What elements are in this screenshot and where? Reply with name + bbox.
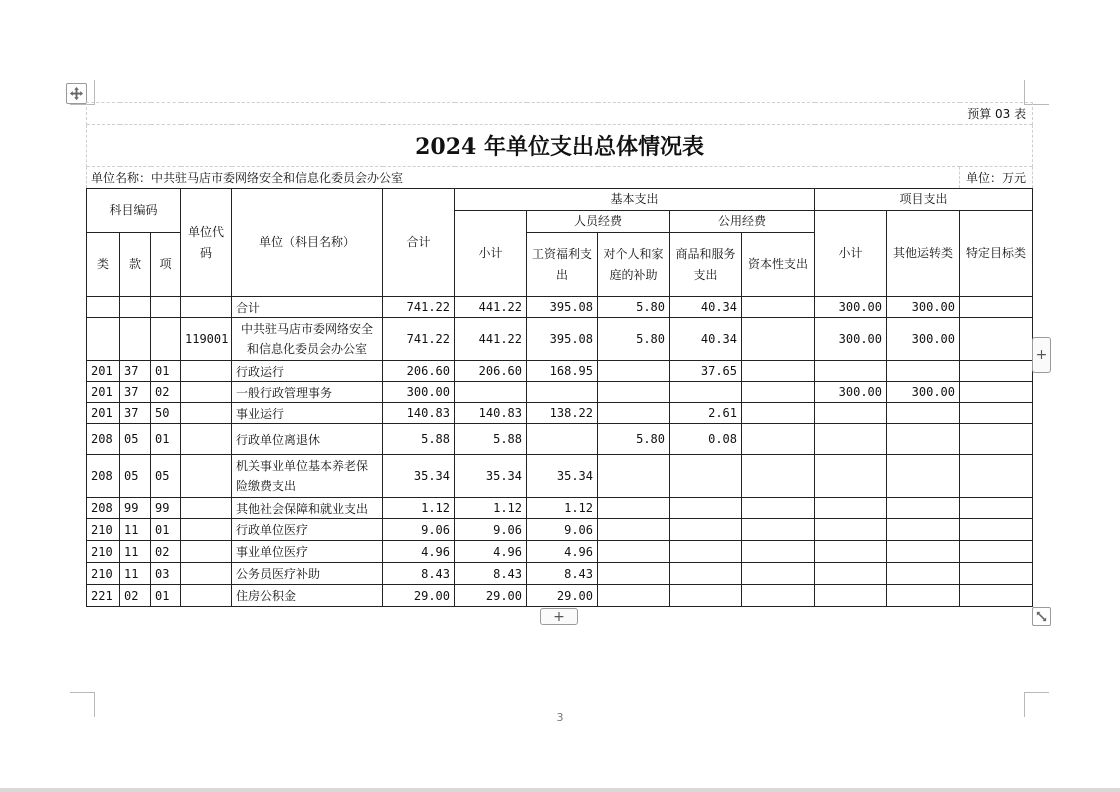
cell-specific[interactable] <box>960 382 1033 403</box>
cell-lei[interactable] <box>87 297 120 318</box>
cell-unit-code[interactable] <box>181 563 232 585</box>
cell-total[interactable]: 741.22 <box>383 318 455 361</box>
cell-xiang[interactable]: 01 <box>151 361 181 382</box>
header-goods-services: 商品和服务支出 <box>670 233 742 297</box>
add-row-button[interactable]: + <box>540 608 578 625</box>
cell-lei[interactable]: 210 <box>87 541 120 563</box>
cell-goods[interactable] <box>670 585 742 607</box>
cell-other[interactable] <box>887 403 960 424</box>
cell-kuan[interactable]: 37 <box>120 361 151 382</box>
header-basic-subtotal: 小计 <box>455 211 527 297</box>
cell-total[interactable]: 4.96 <box>383 541 455 563</box>
cell-xiang[interactable] <box>151 297 181 318</box>
cell-unit-code[interactable] <box>181 361 232 382</box>
cell-kuan[interactable]: 05 <box>120 455 151 498</box>
header-basic-expense: 基本支出 <box>455 189 815 211</box>
cell-specific[interactable] <box>960 498 1033 519</box>
cell-wages[interactable]: 395.08 <box>527 318 598 361</box>
cell-capital[interactable] <box>742 424 815 455</box>
header-public: 公用经费 <box>670 211 815 233</box>
cell-kuan[interactable]: 37 <box>120 382 151 403</box>
cell-unit-code[interactable] <box>181 519 232 541</box>
cell-xiang[interactable]: 05 <box>151 455 181 498</box>
cell-wages[interactable]: 29.00 <box>527 585 598 607</box>
cell-family[interactable] <box>598 563 670 585</box>
cell-kuan[interactable]: 37 <box>120 403 151 424</box>
cell-family[interactable] <box>598 361 670 382</box>
cell-kuan[interactable]: 11 <box>120 541 151 563</box>
header-specific-target: 特定目标类 <box>960 211 1033 297</box>
cell-name[interactable]: 机关事业单位基本养老保险缴费支出 <box>232 455 383 498</box>
cell-proj-subtotal[interactable] <box>815 519 887 541</box>
cell-other[interactable] <box>887 424 960 455</box>
cell-goods[interactable] <box>670 498 742 519</box>
cell-xiang[interactable]: 01 <box>151 519 181 541</box>
unit-label: 单位：万元 <box>960 167 1033 189</box>
header-project-expense: 项目支出 <box>815 189 1033 211</box>
cell-name[interactable]: 中共驻马店市委网络安全和信息化委员会办公室 <box>232 318 383 361</box>
cell-name[interactable]: 行政单位医疗 <box>232 519 383 541</box>
cell-total[interactable]: 741.22 <box>383 297 455 318</box>
cell-wages[interactable] <box>527 382 598 403</box>
cell-proj-subtotal[interactable] <box>815 455 887 498</box>
header-total: 合计 <box>383 189 455 297</box>
cell-family[interactable]: 5.80 <box>598 424 670 455</box>
cell-kuan[interactable]: 99 <box>120 498 151 519</box>
cell-goods[interactable]: 2.61 <box>670 403 742 424</box>
cell-capital[interactable] <box>742 498 815 519</box>
cell-other[interactable] <box>887 519 960 541</box>
cell-other[interactable] <box>887 455 960 498</box>
cell-other[interactable] <box>887 361 960 382</box>
cell-total[interactable]: 29.00 <box>383 585 455 607</box>
cell-specific[interactable] <box>960 361 1033 382</box>
budget-table <box>86 102 1033 607</box>
header-unit-code: 单位代码 <box>181 189 232 297</box>
cell-capital[interactable] <box>742 382 815 403</box>
cell-family[interactable] <box>598 541 670 563</box>
cell-other[interactable]: 300.00 <box>887 297 960 318</box>
cell-total[interactable]: 300.00 <box>383 382 455 403</box>
table-row <box>87 519 1033 541</box>
cell-goods[interactable]: 0.08 <box>670 424 742 455</box>
cell-wages[interactable]: 168.95 <box>527 361 598 382</box>
cell-specific[interactable] <box>960 563 1033 585</box>
cell-family[interactable] <box>598 455 670 498</box>
cell-capital[interactable] <box>742 541 815 563</box>
cell-goods[interactable]: 40.34 <box>670 318 742 361</box>
title-row <box>87 125 1033 167</box>
cell-goods[interactable]: 40.34 <box>670 297 742 318</box>
cell-lei[interactable]: 208 <box>87 424 120 455</box>
table-row <box>87 585 1033 607</box>
cell-name[interactable]: 住房公积金 <box>232 585 383 607</box>
cell-kuan[interactable] <box>120 318 151 361</box>
cell-wages[interactable]: 9.06 <box>527 519 598 541</box>
cell-other[interactable]: 300.00 <box>887 318 960 361</box>
cell-lei[interactable]: 208 <box>87 455 120 498</box>
cell-lei[interactable]: 221 <box>87 585 120 607</box>
cell-name[interactable]: 公务员医疗补助 <box>232 563 383 585</box>
cell-kuan[interactable]: 02 <box>120 585 151 607</box>
cell-kuan[interactable]: 05 <box>120 424 151 455</box>
cell-subtotal[interactable]: 1.12 <box>455 498 527 519</box>
cell-specific[interactable] <box>960 424 1033 455</box>
cell-unit-code[interactable] <box>181 585 232 607</box>
add-column-button[interactable]: + <box>1032 337 1051 373</box>
cell-specific[interactable] <box>960 519 1033 541</box>
header-subject-code: 科目编码 <box>87 189 181 233</box>
cell-proj-subtotal[interactable] <box>815 541 887 563</box>
table-row <box>87 297 1033 318</box>
cell-xiang[interactable]: 02 <box>151 541 181 563</box>
table-row <box>87 455 1033 498</box>
cell-specific[interactable] <box>960 541 1033 563</box>
cell-total[interactable]: 140.83 <box>383 403 455 424</box>
cell-goods[interactable] <box>670 563 742 585</box>
cell-other[interactable] <box>887 498 960 519</box>
page-number: 3 <box>556 711 564 724</box>
cell-other[interactable]: 300.00 <box>887 382 960 403</box>
cell-family[interactable] <box>598 403 670 424</box>
cell-total[interactable]: 35.34 <box>383 455 455 498</box>
cell-family[interactable] <box>598 519 670 541</box>
unit-name-text: 单位名称：中共驻马店市委网络安全和信息化委员会办公室 <box>87 167 960 189</box>
cell-family[interactable] <box>598 498 670 519</box>
cell-xiang[interactable]: 03 <box>151 563 181 585</box>
cell-wages[interactable]: 1.12 <box>527 498 598 519</box>
cell-subtotal[interactable]: 206.60 <box>455 361 527 382</box>
cell-lei[interactable]: 201 <box>87 361 120 382</box>
cell-unit-code[interactable]: 119001 <box>181 318 232 361</box>
cell-capital[interactable] <box>742 361 815 382</box>
cell-subtotal[interactable]: 441.22 <box>455 318 527 361</box>
header-lei: 类 <box>87 233 120 297</box>
cell-name[interactable]: 一般行政管理事务 <box>232 382 383 403</box>
table-row <box>87 563 1033 585</box>
move-icon <box>69 86 84 101</box>
cell-lei[interactable]: 210 <box>87 563 120 585</box>
cell-other[interactable] <box>887 563 960 585</box>
cell-other[interactable] <box>887 585 960 607</box>
cell-proj-subtotal[interactable]: 300.00 <box>815 318 887 361</box>
cell-unit-code[interactable] <box>181 382 232 403</box>
table-move-handle[interactable] <box>66 83 87 104</box>
cell-name[interactable]: 行政单位离退休 <box>232 424 383 455</box>
cell-proj-subtotal[interactable]: 300.00 <box>815 297 887 318</box>
cell-subtotal[interactable]: 4.96 <box>455 541 527 563</box>
cell-family[interactable]: 5.80 <box>598 318 670 361</box>
table-row <box>87 541 1033 563</box>
cell-proj-subtotal[interactable] <box>815 498 887 519</box>
cell-wages[interactable]: 8.43 <box>527 563 598 585</box>
cell-name[interactable]: 行政运行 <box>232 361 383 382</box>
cell-wages[interactable]: 4.96 <box>527 541 598 563</box>
cell-subtotal[interactable]: 441.22 <box>455 297 527 318</box>
cell-unit-code[interactable] <box>181 403 232 424</box>
cell-capital[interactable] <box>742 297 815 318</box>
cell-capital[interactable] <box>742 519 815 541</box>
cell-proj-subtotal[interactable]: 300.00 <box>815 382 887 403</box>
cell-total[interactable]: 206.60 <box>383 361 455 382</box>
cell-specific[interactable] <box>960 455 1033 498</box>
cell-goods[interactable] <box>670 519 742 541</box>
cell-wages[interactable]: 138.22 <box>527 403 598 424</box>
cell-specific[interactable] <box>960 297 1033 318</box>
cell-subtotal[interactable]: 5.88 <box>455 424 527 455</box>
cell-capital[interactable] <box>742 403 815 424</box>
cell-lei[interactable]: 201 <box>87 382 120 403</box>
header-kuan: 款 <box>120 233 151 297</box>
cell-goods[interactable] <box>670 455 742 498</box>
cell-name[interactable]: 合计 <box>232 297 383 318</box>
cell-specific[interactable] <box>960 585 1033 607</box>
cell-total[interactable]: 5.88 <box>383 424 455 455</box>
header-row-1 <box>87 189 1033 211</box>
cell-xiang[interactable]: 02 <box>151 382 181 403</box>
cell-subtotal[interactable]: 9.06 <box>455 519 527 541</box>
header-wages: 工资福利支出 <box>527 233 598 297</box>
unit-row <box>87 167 1033 189</box>
cell-lei[interactable]: 201 <box>87 403 120 424</box>
table-serial-label: 预算 03 表 <box>87 103 1033 125</box>
cell-capital[interactable] <box>742 455 815 498</box>
page-title: 2024 年单位支出总体情况表 <box>87 125 1033 167</box>
table-row <box>87 498 1033 519</box>
cell-family[interactable] <box>598 585 670 607</box>
cell-subtotal[interactable]: 29.00 <box>455 585 527 607</box>
header-unit-name: 单位（科目名称） <box>232 189 383 297</box>
table-resize-handle[interactable] <box>1032 607 1051 626</box>
cell-lei[interactable]: 210 <box>87 519 120 541</box>
cell-kuan[interactable]: 11 <box>120 563 151 585</box>
cell-name[interactable]: 事业运行 <box>232 403 383 424</box>
table-row <box>87 382 1033 403</box>
header-capital: 资本性支出 <box>742 233 815 297</box>
table-row <box>87 403 1033 424</box>
header-other-transfer: 其他运转类 <box>887 211 960 297</box>
page-bottom-border <box>0 788 1120 792</box>
cell-unit-code[interactable] <box>181 297 232 318</box>
cell-lei[interactable] <box>87 318 120 361</box>
cell-family[interactable] <box>598 382 670 403</box>
cell-goods[interactable]: 37.65 <box>670 361 742 382</box>
cell-wages[interactable] <box>527 424 598 455</box>
header-project-subtotal: 小计 <box>815 211 887 297</box>
cell-wages[interactable]: 395.08 <box>527 297 598 318</box>
cell-unit-code[interactable] <box>181 455 232 498</box>
cell-subtotal[interactable]: 140.83 <box>455 403 527 424</box>
cell-subtotal[interactable]: 35.34 <box>455 455 527 498</box>
cell-wages[interactable]: 35.34 <box>527 455 598 498</box>
cell-unit-code[interactable] <box>181 498 232 519</box>
cell-proj-subtotal[interactable] <box>815 361 887 382</box>
cell-name[interactable]: 事业单位医疗 <box>232 541 383 563</box>
cell-total[interactable]: 8.43 <box>383 563 455 585</box>
cell-proj-subtotal[interactable] <box>815 424 887 455</box>
cell-subtotal[interactable]: 8.43 <box>455 563 527 585</box>
cell-unit-code[interactable] <box>181 541 232 563</box>
cell-xiang[interactable]: 01 <box>151 585 181 607</box>
cell-proj-subtotal[interactable] <box>815 403 887 424</box>
header-personnel: 人员经费 <box>527 211 670 233</box>
cell-xiang[interactable]: 50 <box>151 403 181 424</box>
cell-other[interactable] <box>887 541 960 563</box>
cell-name[interactable]: 其他社会保障和就业支出 <box>232 498 383 519</box>
cell-capital[interactable] <box>742 585 815 607</box>
cell-kuan[interactable] <box>120 297 151 318</box>
table-row <box>87 361 1033 382</box>
table-row <box>87 318 1033 361</box>
cell-proj-subtotal[interactable] <box>815 585 887 607</box>
cell-total[interactable]: 9.06 <box>383 519 455 541</box>
cell-proj-subtotal[interactable] <box>815 563 887 585</box>
header-family-subsidy: 对个人和家庭的补助 <box>598 233 670 297</box>
cell-unit-code[interactable] <box>181 424 232 455</box>
header-xiang: 项 <box>151 233 181 297</box>
cell-capital[interactable] <box>742 563 815 585</box>
cell-specific[interactable] <box>960 318 1033 361</box>
cell-xiang[interactable] <box>151 318 181 361</box>
serial-row <box>87 103 1033 125</box>
cell-xiang[interactable]: 01 <box>151 424 181 455</box>
cell-goods[interactable] <box>670 382 742 403</box>
cell-total[interactable]: 1.12 <box>383 498 455 519</box>
cell-capital[interactable] <box>742 318 815 361</box>
cell-family[interactable]: 5.80 <box>598 297 670 318</box>
cell-kuan[interactable]: 11 <box>120 519 151 541</box>
cell-xiang[interactable]: 99 <box>151 498 181 519</box>
cell-specific[interactable] <box>960 403 1033 424</box>
cell-lei[interactable]: 208 <box>87 498 120 519</box>
resize-arrows-icon <box>1035 610 1048 623</box>
cell-subtotal[interactable] <box>455 382 527 403</box>
table-row <box>87 424 1033 455</box>
cell-goods[interactable] <box>670 541 742 563</box>
